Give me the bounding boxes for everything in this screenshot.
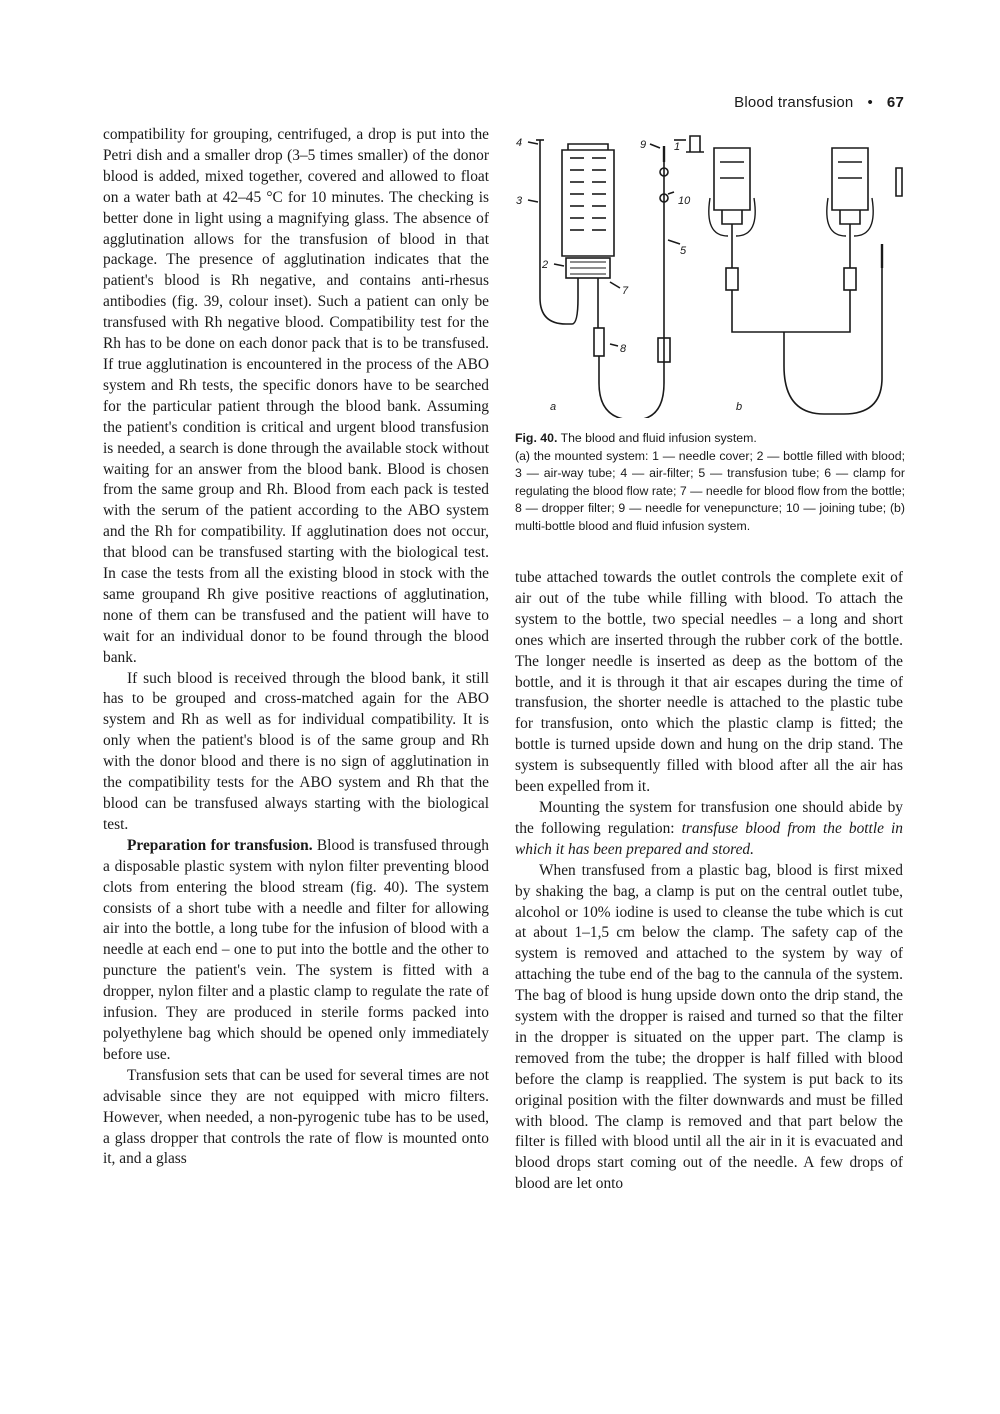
header-separator: • bbox=[867, 94, 873, 111]
blood-bottle-shape bbox=[562, 150, 614, 256]
figure-caption bbox=[515, 430, 905, 536]
paragraph bbox=[515, 798, 903, 861]
figure-label: 9 bbox=[640, 139, 647, 151]
bottle-b1-shape bbox=[714, 148, 750, 210]
figure-label: 5 bbox=[680, 245, 687, 257]
paragraph: When transfused from a plastic bag, blood is first mixed by shaking the bag, a clamp is put on the central outlet tube, alcohol or 10% iodine is used to cleanse the tube which is cut at about 1–1,5 cm below the clamp. The safety cap of the system is removed and attached to the system by way of attaching the tube end of the bag to the cannula of the system. The bag of blood is hung upside down onto the drip stand, the system with the dropper is raised and turned so that the filter in the dropper is situated on the upper part. The clamp is removed from the tube; the dropper is half filled with blood before the clamp is reapplied. The system is put back to its original position with the filter downwards and must be filled with blood. The clamp is removed and that part below the filter is filled with blood until all the air in it is evacuated and blood drops start coming out of the needle. A few drops of blood are let onto bbox=[515, 861, 903, 1193]
panel-label-b: b bbox=[736, 401, 743, 413]
figure-label: 8 bbox=[620, 343, 627, 355]
paragraph: If such blood is received through the blood bank, it still has to be grouped and cross-matched again for the ABO system and Rh as well as for individual compatibility. It is only when the patient's blood is of the same group and Rh with the donor blood and there is no sign of agglutination in the compatibility tests for the ABO system and Rh that the blood can be transfused always starting with the biological test. bbox=[103, 669, 489, 833]
left-column bbox=[103, 125, 489, 1170]
paragraph: Transfusion sets that can be used for several times are not advisable since they are not equipped with micro filters. However, when needed, a non-pyrogenic tube has to be used, a glass dropper that controls the rate of flow is mounted onto it, and a glass bbox=[103, 1066, 489, 1168]
figure-label: 10 bbox=[678, 195, 691, 207]
panel-label-a: a bbox=[550, 401, 557, 413]
right-column bbox=[515, 568, 903, 1195]
header-title: Blood transfusion bbox=[734, 94, 854, 111]
figure-label: 2 bbox=[542, 259, 549, 271]
paragraph: compatibility for grouping, centrifuged, a drop is put into the Petri dish and a smaller drop (3–5 times smaller) of the donor blood is added, mixed together, covered and allowed to float on a water bath at 42–45 °C for 10 minutes. The checking is better done in light using a magnifying glass. The absence of agglutination allows for the transfusion of blood in that package. The presence of agglutination indicates that the patient's blood is Rh negative, and contains anti-rhesus antibodies (fig. 39, colour inset). Such a patient can only be transfused with Rh negative blood. Compatibility test for the Rh has to be done on each donor pack that is to be transfused. If true agglutination is encountered in the process of the ABO system and Rh tests, the specific donors have to be searched for the particular patient through the blood bank. Assuming the patient's condition is critical and urgent blood transfusion is needed, a search is done through the available stock without waiting for an answer from the blood bank. Blood is chosen from the same group and Rh. Blood from each pack is tested with the serum of the patient according to the ABO system and the Rh for compatibility. If agglutination does not occur, that blood can be transfused starting with the biological test. In case the tests from all the existing blood in stock with the same groupand Rh give positive reactions of agglutination, none of them can be transfused and the patient will have to wait for an individual donor to be found through the blood bank. bbox=[103, 126, 489, 666]
caption-title: The blood and fluid infusion system. bbox=[557, 431, 757, 445]
caption-label: Fig. 40. bbox=[515, 431, 558, 445]
figure-40-illustration bbox=[514, 128, 906, 418]
paragraph-text: Mounting the system for transfusion one should abide by the following regulation: bbox=[515, 798, 903, 837]
section-heading: Preparation for transfusion. bbox=[127, 836, 313, 854]
figure-label: 3 bbox=[516, 195, 523, 207]
figure-label: 7 bbox=[622, 285, 629, 297]
figure-label: 1 bbox=[674, 141, 681, 153]
bottle-b2-shape bbox=[832, 148, 868, 210]
dropper-filter-shape bbox=[594, 328, 604, 356]
caption-body: (a) the mounted system: 1 — needle cover; 2 — bottle filled with blood; 3 — air-way tube; 4 — air-filter; 5 — transfusion tube; 6 — clamp for regulating the blood flow rate; 7 — needle for blood flow from the bottle; 8 — dropper filter; 9 — needle for venepuncture; 10 — joining tube; (b) multi-bottle blood and fluid infusion system. bbox=[515, 448, 905, 533]
paragraph: tube attached towards the outlet controls the complete exit of air out of the tube while filling with blood. To attach the system to the bottle, two special needles – a long and short ones which are inserted through the rubber cork of the bottle. The longer needle is inserted as deep as the bottom of the bottle, and it is through it that air escapes during the time of transfusion, the shorter needle is attached to the plastic tube for transfusion, onto which the plastic clamp is fitted; the bottle is turned upside down and hung on the drip stand. The system is subsequently filled with blood after all the air has been expelled from it. bbox=[515, 569, 903, 796]
page-number: 67 bbox=[886, 94, 904, 111]
infusion-system-drawing bbox=[514, 128, 906, 418]
paragraph bbox=[103, 836, 489, 1066]
running-header bbox=[734, 94, 904, 111]
paragraph-text: Blood is transfused through a disposable plastic system with nylon filter preventing blood clots from entering the blood stream (fig. 40). The system consists of a short tube with a needle and filter for allowing air into the bottle, a long tube for the infusion of blood with a needle at each end – one to put into the bottle and the other to puncture the patient's vein. The system is fitted with a dropper, nylon filter and a plastic clamp to regulate the rate of infusion. They are produced in sterile forms packed into polyethylene bag which should be opened only immediately before use. bbox=[103, 836, 489, 1063]
italic-rule: transfuse blood from the bottle in which it has been prepared and stored. bbox=[515, 819, 904, 858]
figure-label: 4 bbox=[516, 137, 523, 149]
